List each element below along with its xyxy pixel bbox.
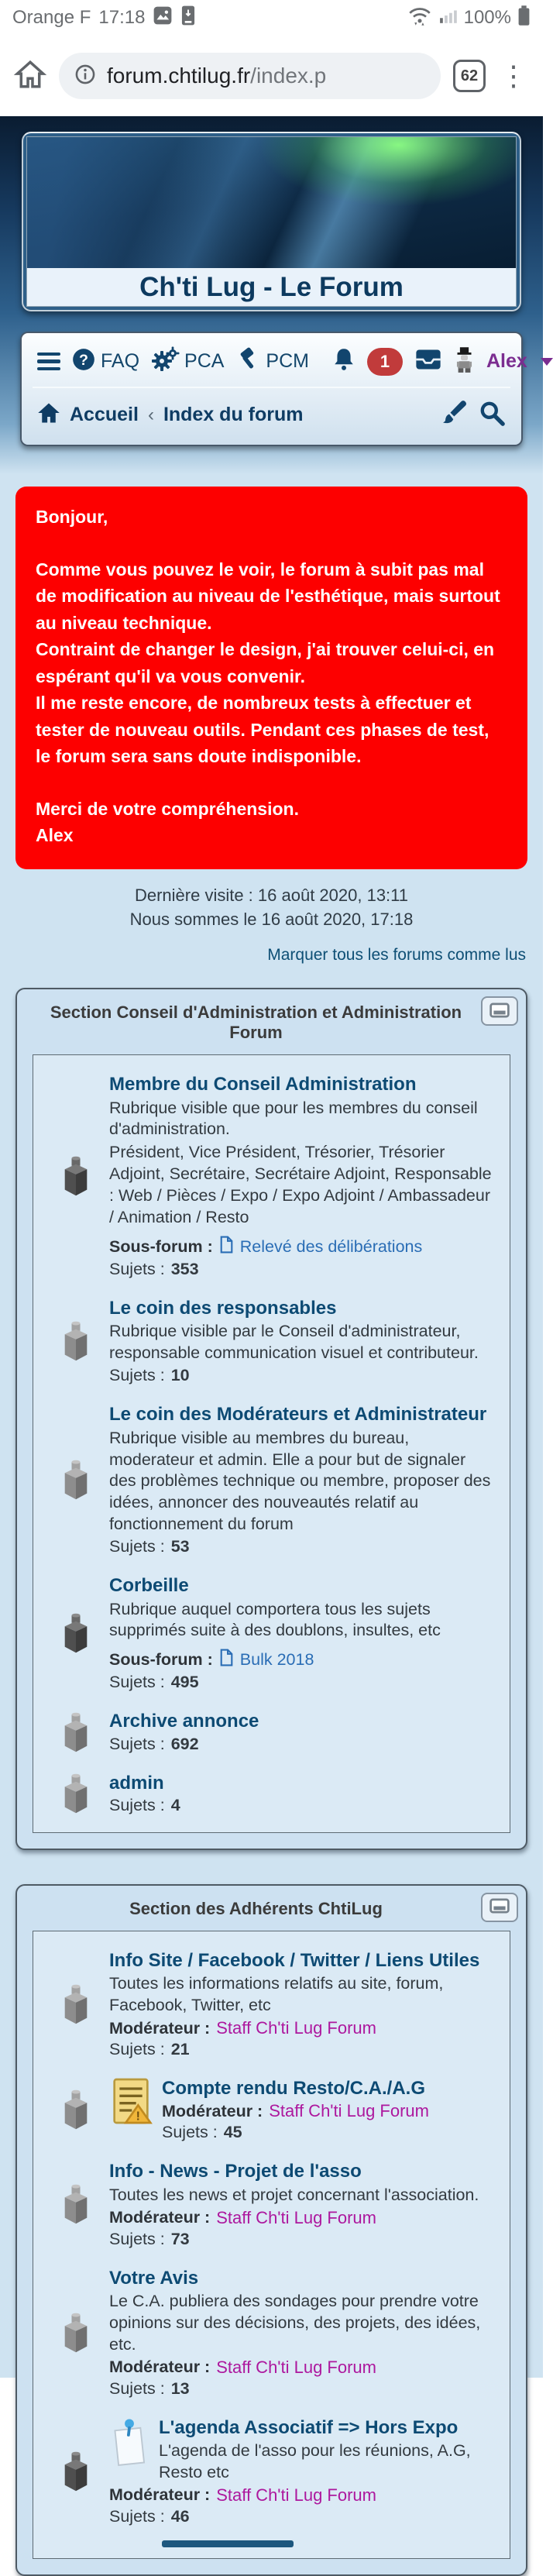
forum-row [33,1061,510,1285]
forum-title-link[interactable]: Compte rendu Resto/C.A./A.G [162,2078,426,2100]
breadcrumb [22,388,521,445]
paragraph-gap [36,770,507,796]
topics-count: 21 [170,2040,190,2059]
forum-row [33,1563,510,1698]
subforum-link[interactable]: Bulk 2018 [239,1650,314,1670]
battery-icon [517,5,531,32]
avatar-minifig[interactable] [454,346,475,377]
forum-section [15,1884,527,2576]
nav-item-faq[interactable]: ? FAQ [72,348,139,375]
forum-row-content [109,2416,497,2526]
gears-icon [151,346,179,377]
section-header [17,989,526,1054]
forum-title-link[interactable]: Archive annonce [109,1711,259,1732]
forum-row-content [109,1403,497,1556]
banner-image [26,136,517,268]
forum-sections [0,965,543,2575]
topics-line [109,1537,494,1556]
url-text[interactable]: forum.chtilug.fr/index.p [107,64,327,88]
topics-count: 73 [170,2229,190,2248]
collapse-button[interactable] [481,1893,518,1922]
collapse-window-icon [489,1003,510,1020]
last-visit-label: Dernière visite : 16 août 2020, 13:11 [134,885,409,905]
topics-label: Sujets : [109,1673,165,1692]
forum-row [33,1698,510,1759]
moderator-link[interactable]: Staff Ch'ti Lug Forum [216,2485,376,2505]
topics-line [109,1673,494,1692]
question-circle-icon [72,348,95,375]
forum-row [33,1938,510,2065]
forum-description: Toutes les informations relatifs au site, forum, Facebook, Twitter, etc [109,1974,444,2015]
moderator-label: Modérateur : [109,2208,211,2227]
forum-title-link[interactable]: Membre du Conseil Administration [109,1074,417,1095]
forum-title-link[interactable]: Info Site / Facebook / Twitter / Liens Utiles [109,1949,480,1971]
forum-description: Rubrique visible que pour les membres du conseil d'administration. [109,1098,478,1139]
forum-row [33,1391,510,1563]
moderator-label: Modérateur : [109,2485,211,2505]
forum-title-link[interactable]: L'agenda Associatif => Hors Expo [159,2416,459,2438]
subforum-link[interactable]: Relevé des délibérations [239,1237,423,1257]
clock-label: 17:18 [98,7,146,28]
forum-list [33,1054,510,1833]
subforum-file-icon [219,1236,234,1258]
forum-row-content [109,1073,497,1279]
forum-row-content [109,1574,497,1692]
overflow-menu-icon[interactable]: ⋮ [500,60,527,91]
info-icon[interactable] [74,64,96,89]
forum-title-link[interactable]: Corbeille [109,1575,189,1597]
status-bar [0,0,543,36]
home-icon[interactable] [37,402,60,428]
forum-description: Rubrique visible par le Conseil d'administrateur, responsable communication visuel et contributeur. [109,1322,479,1363]
moderator-link[interactable]: Staff Ch'ti Lug Forum [216,2018,376,2038]
topics-label: Sujets : [109,1537,165,1556]
browser-toolbar [0,36,543,116]
svg-text:!: ! [136,2110,140,2124]
forum-row [33,2148,510,2254]
chevron-down-icon[interactable] [541,358,553,366]
announcement-line: Bonjour, [36,507,108,527]
forum-row-content [109,2077,497,2142]
gavel-icon [235,348,260,375]
moderator-label: Modérateur : [162,2101,263,2120]
announcement-line: Alex [36,825,74,845]
pinned-note-icon [109,2416,149,2471]
topics-count: 692 [170,1734,199,1753]
collapse-button[interactable] [481,996,518,1026]
moderator-line [109,2485,494,2505]
forum-row [33,2255,510,2405]
address-bar[interactable] [59,53,441,99]
nav-item-pcm[interactable]: PCM [235,348,309,375]
wifi-icon [407,5,433,32]
topics-line [109,2230,494,2249]
topics-label: Sujets : [109,2506,165,2526]
site-header [0,116,543,474]
forum-section [15,988,527,1850]
bell-icon[interactable] [332,347,356,376]
subforum-label: Sous-forum : [109,1237,213,1257]
section-header [17,1886,526,1931]
notification-badge[interactable]: 1 [367,348,403,376]
topics-line [109,1796,494,1815]
section-title-link[interactable]: Section des Adhérents ChtiLug [129,1898,383,1918]
forum-description: Toutes les news et projet concernant l'association. [109,2185,479,2204]
forum-description: Président, Vice Président, Trésorier, Trésorier Adjoint, Secrétaire, Secrétaire Adjoint, Responsable : Web / Pièces / Expo / Expo Adjoint / Ambassadeur / Animation / Resto [109,1143,492,1227]
forum-row-content [109,1949,497,2059]
breadcrumb-home[interactable]: Accueil [70,404,139,425]
moderator-label: Modérateur : [109,2358,211,2377]
breadcrumb-separator: ‹ [147,404,154,425]
forum-description: Rubrique auquel comportera tous les sujets supprimés suite à des doublons, insultes, etc [109,1599,441,1640]
topics-line [109,2379,494,2399]
moderator-line [162,2101,494,2121]
lego-brick-icon [43,1574,109,1692]
topics-count: 53 [170,1537,190,1556]
site-title: Ch'ti Lug - Le Forum [26,268,517,307]
screenshot-icon [180,5,196,32]
topics-label: Sujets : [109,1260,165,1279]
topics-count: 46 [170,2506,190,2526]
forum-list [33,1931,510,2559]
lego-brick-icon [43,2267,109,2399]
lego-brick-icon [43,1403,109,1556]
topics-label: Sujets : [109,1795,165,1814]
forum-row [33,1760,510,1821]
signal-icon [439,6,458,30]
clipped-forum-title-sliver [162,2540,294,2547]
home-icon[interactable] [14,59,46,94]
svg-text:?: ? [79,351,88,369]
lego-brick-icon [43,1297,109,1385]
moderator-line [109,2208,494,2228]
lego-brick-icon [43,1710,109,1753]
paintbrush-icon[interactable] [441,399,469,431]
forum-title-link[interactable]: admin [109,1772,164,1794]
forum-row [33,2065,510,2148]
forum-row-content [109,1772,497,1815]
moderator-link[interactable]: Staff Ch'ti Lug Forum [216,2357,376,2377]
yellow-note-icon [109,2077,153,2129]
subforum-file-icon [219,1649,234,1671]
topics-label: Sujets : [109,1366,165,1385]
forum-row-content [109,1297,497,1385]
topics-line [162,2123,494,2142]
topics-line [109,2507,494,2526]
forum-title-link[interactable]: Votre Avis [109,2267,199,2289]
tab-counter[interactable]: 62 [453,60,486,92]
lego-brick-icon [43,2416,109,2526]
moderator-label: Modérateur : [109,2018,211,2038]
topics-count: 13 [170,2378,190,2398]
current-date-label: Nous sommes le 16 août 2020, 17:18 [129,910,414,930]
image-icon [153,5,173,31]
topics-line [109,1366,494,1385]
hamburger-icon[interactable] [37,351,60,373]
announcement-line: Comme vous pouvez le voir, le forum à subit pas mal de modification au niveau de l'esthétique, mais surtout au niveau technique. [36,559,500,633]
forum-row [33,2405,510,2533]
topics-line [109,1260,494,1279]
subforum-line [109,1649,494,1671]
inbox-icon[interactable] [414,348,442,375]
forum-description: Rubrique visible au membres du bureau, moderateur et admin. Elle a pour but de signaler des problèmes technique ou membre, proposer des idées, annoncer des nouveautés relatif au fonctionnement du forum [109,1428,491,1534]
carrier-label: Orange F [12,7,91,28]
forum-title-link[interactable]: Le coin des Modérateurs et Administrateur [109,1404,487,1426]
collapse-window-icon [489,1898,510,1916]
topics-count: 495 [170,1673,199,1692]
announcement-line: Contraint de changer le design, j'ai trouver celui-ci, en espérant qu'il va vous convenir. [36,639,495,686]
forum-row [33,1285,510,1391]
lego-brick-icon [43,1949,109,2059]
forum-description: L'agenda de l'asso pour les réunions, A.G, Resto etc [159,2440,471,2481]
topics-line [109,1735,494,1754]
topics-count: 353 [170,1260,199,1279]
forum-title-link[interactable]: Info - News - Projet de l'asso [109,2161,362,2182]
announcement-line: Merci de votre compréhension. [36,798,299,819]
lego-brick-icon [43,1772,109,1815]
topics-label: Sujets : [109,1734,165,1753]
forum-title-link[interactable]: Le coin des responsables [109,1298,337,1319]
battery-percent-label: 100% [463,7,511,28]
lego-brick-icon [43,2077,109,2142]
moderator-line [109,2018,494,2038]
mark-forums-read-link[interactable]: Marquer tous les forums comme lus [267,946,526,965]
topics-count: 10 [170,1366,190,1385]
moderator-link[interactable]: Staff Ch'ti Lug Forum [269,2101,429,2121]
nav-item-pca[interactable]: PCA [151,346,224,377]
subforum-line [109,1236,494,1258]
username-label[interactable]: Alex [486,350,527,372]
announcement-line: Il me reste encore, de nombreux tests à effectuer et tester de nouveau outils. Pendant ces phases de test, le forum sera sans doute indisponible. [36,693,489,766]
site-banner[interactable] [22,132,521,311]
forum-row-content [109,2267,497,2399]
lego-brick-icon [43,2160,109,2248]
forum-row-content [109,1710,497,1753]
topics-count: 45 [223,2123,242,2142]
lego-brick-icon [43,1073,109,1279]
topics-label: Sujets : [162,2123,218,2142]
topics-label: Sujets : [109,2378,165,2398]
section-title-link[interactable]: Section Conseil d'Administration et Administration Forum [50,1003,462,1043]
subforum-label: Sous-forum : [109,1650,213,1670]
moderator-link[interactable]: Staff Ch'ti Lug Forum [216,2207,376,2227]
forum-description: Le C.A. publiera des sondages pour prendre votre opinions sur des décisions, des projets, des idées, etc. [109,2291,481,2354]
search-icon[interactable] [478,399,506,431]
moderator-line [109,2358,494,2378]
navigation-bar [20,332,527,446]
announcement-box [15,487,527,869]
topics-label: Sujets : [109,2229,165,2248]
topics-line [109,2040,494,2059]
breadcrumb-current[interactable]: Index du forum [163,404,304,425]
forum-row-content [109,2160,497,2248]
topics-label: Sujets : [109,2040,165,2059]
paragraph-gap [36,531,507,556]
topics-count: 4 [170,1795,180,1814]
